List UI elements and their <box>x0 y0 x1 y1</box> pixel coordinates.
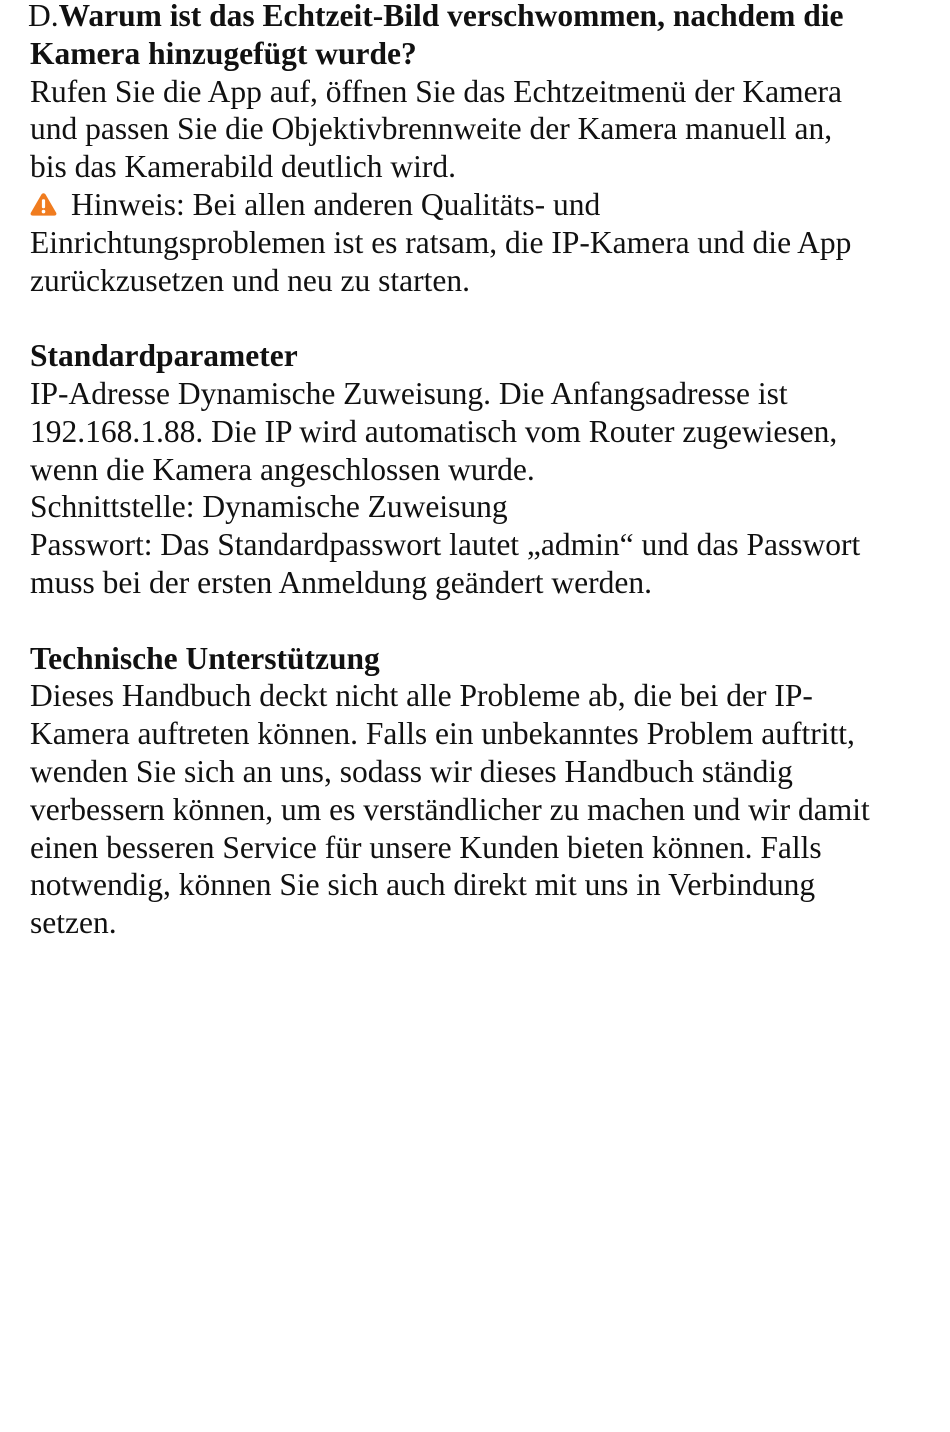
faq-question-prefix: D. <box>28 0 59 33</box>
paragraph-line: wenn die Kamera angeschlossen wurde. <box>30 451 535 487</box>
technical-support-section <box>30 640 945 942</box>
section-spacer <box>30 602 945 640</box>
faq-question-line: Kamera hinzugefügt wurde? <box>30 35 417 71</box>
faq-answer-line: und passen Sie die Objektivbrennweite der Kamera manuell an, <box>30 111 833 147</box>
note-line <box>30 186 945 224</box>
warning-triangle-icon <box>30 192 57 216</box>
paragraph-line: Dieses Handbuch deckt nicht alle Probleme ab, die bei der IP- <box>30 678 813 714</box>
faq-question-line: Warum ist das Echtzeit-Bild verschwommen, nachdem die <box>58 0 844 33</box>
section-heading: Standardparameter <box>30 338 298 374</box>
paragraph-line: 192.168.1.88. Die IP wird automatisch vom Router zugewiesen, <box>30 413 838 449</box>
standard-parameters-section <box>30 337 945 602</box>
paragraph-line: Schnittstelle: Dynamische Zuweisung <box>30 489 508 525</box>
paragraph-line: Kamera auftreten können. Falls ein unbekanntes Problem auftritt, <box>30 716 855 752</box>
faq-question <box>30 0 945 35</box>
paragraph-line: wenden Sie sich an uns, sodass wir dieses Handbuch ständig <box>30 753 793 789</box>
note-text: Hinweis: Bei allen anderen Qualitäts- und <box>71 186 601 222</box>
manual-page <box>30 0 945 942</box>
paragraph-line: notwendig, können Sie sich auch direkt mit uns in Verbindung <box>30 867 816 903</box>
faq-answer-line: Rufen Sie die App auf, öffnen Sie das Echtzeitmenü der Kamera <box>30 73 843 109</box>
paragraph-line: IP-Adresse Dynamische Zuweisung. Die Anfangsadresse ist <box>30 375 788 411</box>
section-heading: Technische Unterstützung <box>30 640 380 676</box>
paragraph-line: muss bei der ersten Anmeldung geändert werden. <box>30 564 652 600</box>
faq-answer-line: bis das Kamerabild deutlich wird. <box>30 149 457 185</box>
faq-item-d <box>30 0 945 299</box>
paragraph-line: setzen. <box>30 905 117 941</box>
paragraph-line: einen besseren Service für unsere Kunden bieten können. Falls <box>30 829 822 865</box>
note-line: Einrichtungsproblemen ist es ratsam, die IP-Kamera und die App <box>30 224 852 260</box>
paragraph-line: verbessern können, um es verständlicher zu machen und wir damit <box>30 791 870 827</box>
section-spacer <box>30 299 945 337</box>
paragraph-line: Passwort: Das Standardpasswort lautet „admin“ und das Passwort <box>30 527 861 563</box>
note-line: zurückzusetzen und neu zu starten. <box>30 262 470 298</box>
